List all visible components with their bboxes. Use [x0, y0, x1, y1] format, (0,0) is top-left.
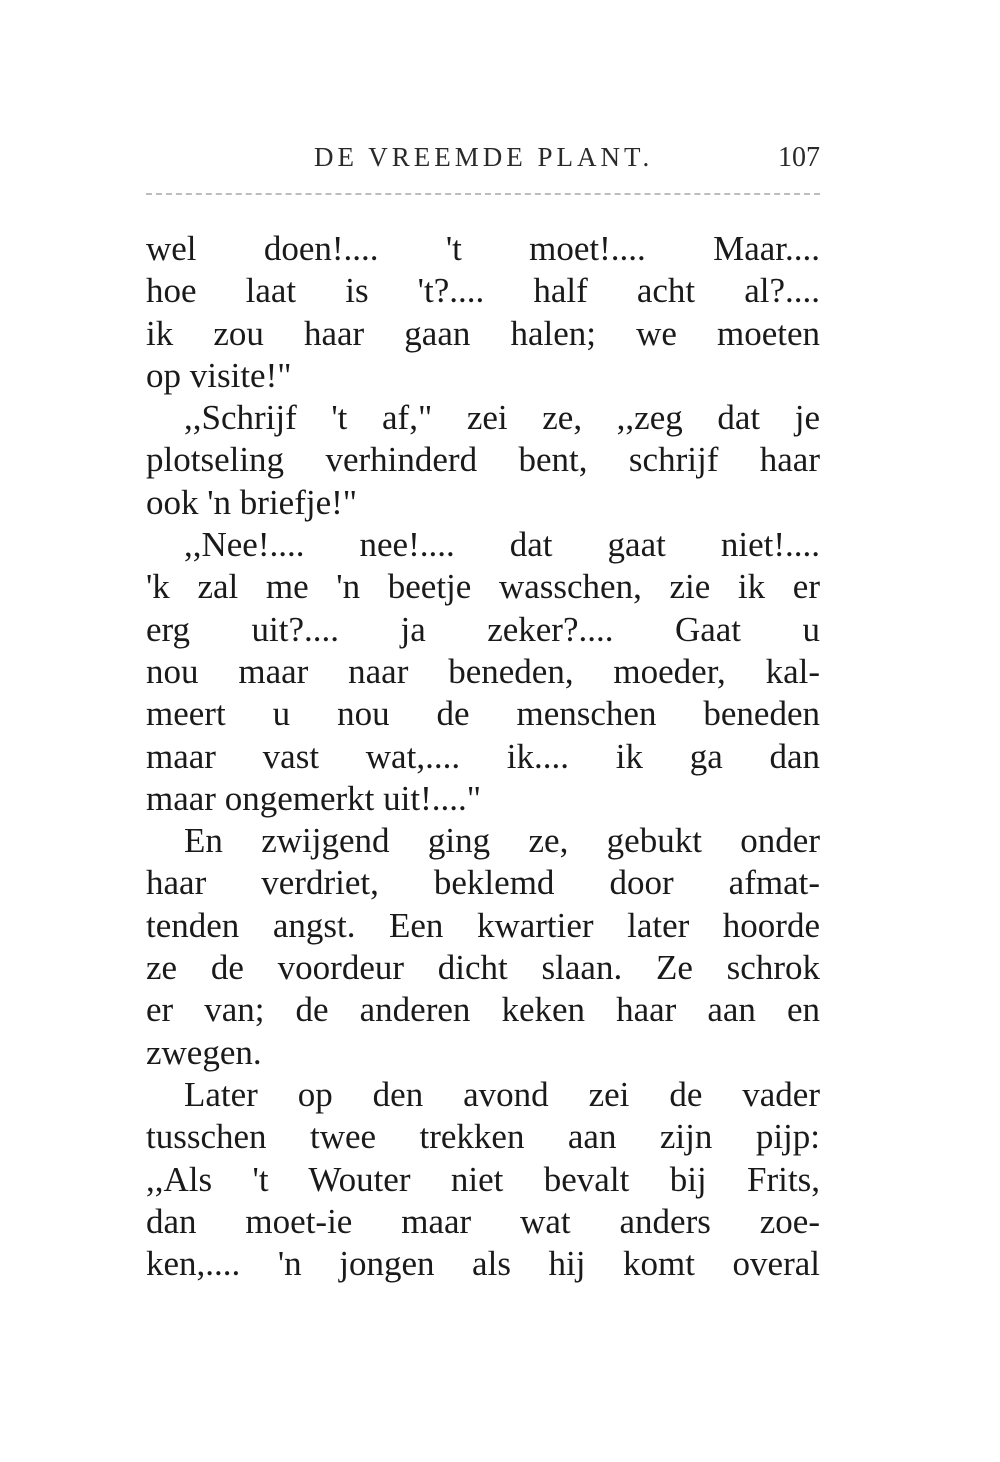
text-line: plotseling verhinderd bent, schrijf haar	[146, 440, 820, 480]
text-line: ook 'n briefje!"	[146, 482, 358, 522]
running-title: DE VREEMDE PLANT.	[314, 142, 654, 172]
running-head	[146, 142, 820, 182]
page-number: 107	[778, 142, 820, 173]
text-line: En zwijgend ging ze, gebukt onder	[184, 821, 820, 861]
text-line: erg uit?.... ja zeker?.... Gaat u	[146, 609, 820, 649]
text-line: ,,Nee!.... nee!.... dat gaat niet!....	[184, 525, 820, 565]
text-line: ,,Als 't Wouter niet bevalt bij Frits,	[146, 1159, 820, 1199]
text-line: tusschen twee trekken aan zijn pijp:	[146, 1117, 820, 1157]
text-line: dan moet-ie maar wat anders zoe-	[146, 1201, 820, 1241]
text-line: haar verdriet, beklemd door afmat-	[146, 863, 820, 903]
text-line: wel doen!.... 't moet!.... Maar....	[146, 229, 820, 268]
header-divider	[146, 193, 820, 195]
text-line: ,,Schrijf 't af," zei ze, ,,zeg dat je	[184, 398, 820, 438]
text-line: nou maar naar beneden, moeder, kal-	[146, 651, 820, 691]
text-line: er van; de anderen keken haar aan en	[146, 990, 820, 1030]
text-line: maar vast wat,.... ik.... ik ga dan	[146, 736, 820, 776]
text-line: hoe laat is 't?.... half acht al?....	[146, 271, 820, 311]
text-line: ik zou haar gaan halen; we moeten	[146, 313, 820, 353]
text-line: maar ongemerkt uit!...."	[146, 778, 482, 818]
text-line: ken,.... 'n jongen als hij komt overal	[146, 1244, 820, 1284]
body-text	[146, 228, 820, 1285]
text-line: zwegen.	[146, 1032, 262, 1072]
text-line: meert u nou de menschen beneden	[146, 694, 820, 734]
text-line: 'k zal me 'n beetje wasschen, zie ik er	[146, 567, 820, 607]
text-line: ze de voordeur dicht slaan. Ze schrok	[146, 948, 820, 988]
text-line: op visite!"	[146, 355, 292, 395]
text-line: Later op den avond zei de vader	[184, 1074, 820, 1114]
text-line: tenden angst. Een kwartier later hoorde	[146, 905, 820, 945]
